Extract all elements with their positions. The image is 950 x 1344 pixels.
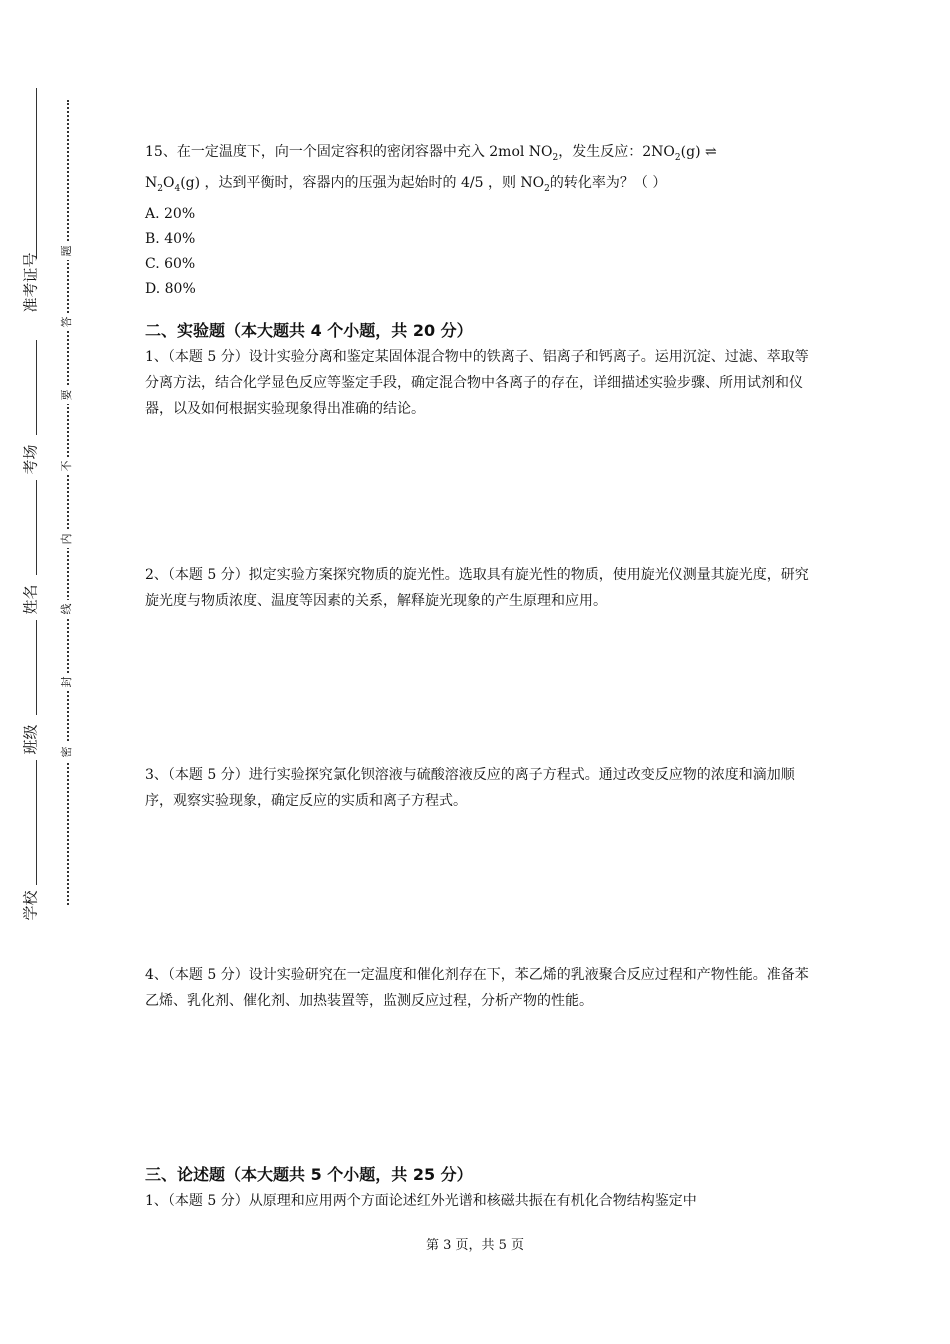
seal-char: 封	[61, 673, 73, 691]
seal-char: 题	[61, 242, 73, 260]
q15-text: ，发生反应：2NO	[558, 144, 675, 160]
section-2-title: 二、实验题（本大题共 4 个小题，共 20 分）	[145, 320, 473, 340]
section-3-question-1: 1、（本题 5 分）从原理和应用两个方面论述红外光谱和核磁共振在有机化合物结构鉴定中	[145, 1192, 697, 1209]
subscript: 2	[552, 152, 559, 163]
q15-text: 的转化率为？（ ）	[549, 174, 667, 191]
q15-text: 15、在一定温度下，向一个固定容积的密闭容器中充入 2mol NO	[145, 144, 553, 160]
section-2-question-4: 4、（本题 5 分）设计实验研究在一定温度和催化剂存在下，苯乙烯的乳液聚合反应过程和产物性能。准备苯乙烯、乳化剂、催化剂、加热装置等，监测反应过程，分析产物的性能。	[145, 966, 809, 1009]
field-line	[36, 340, 37, 435]
option-a: A. 20%	[145, 205, 196, 222]
seal-char: 要	[61, 386, 73, 404]
seal-line	[67, 100, 69, 905]
field-label-school: 学校	[21, 890, 40, 921]
subscript: 2	[157, 183, 163, 194]
section-2-question-3: 3、（本题 5 分）进行实验探究氯化钡溶液与硫酸溶液反应的离子方程式。通过改变反应物的浓度和滴加顺序，观察实验现象，确定反应的实质和离子方程式。	[145, 766, 795, 809]
seal-char: 线	[61, 600, 73, 618]
page-footer: 第 3 页，共 5 页	[425, 1238, 525, 1253]
field-label-name: 姓名	[21, 584, 40, 615]
option-c: C. 60%	[145, 255, 196, 272]
field-label-exam-room: 考场	[21, 444, 40, 475]
q15-text: (g) ，达到平衡时，容器内的压强为起始时的 4/5 ，则 NO	[180, 174, 545, 191]
seal-char: 答	[61, 313, 73, 331]
field-label-class: 班级	[21, 724, 40, 755]
seal-char: 密	[61, 743, 73, 761]
seal-char: 不	[61, 457, 73, 475]
q15-text: N	[145, 174, 158, 191]
subscript: 2	[544, 183, 550, 194]
section-2-question-1: 1、（本题 5 分）设计实验分离和鉴定某固体混合物中的铁离子、铝离子和钙离子。运用沉淀、过滤、萃取等分离方法，结合化学显色反应等鉴定手段，确定混合物中各离子的存在，详细描述实验步骤、所用试剂和仪器，以及如何根据实验现象得出准确的结论。	[145, 348, 809, 417]
field-line	[36, 760, 37, 885]
field-line	[36, 480, 37, 575]
field-label-ticket-number: 准考证号	[21, 252, 40, 313]
binding-margin	[0, 0, 90, 1344]
page-content	[145, 140, 815, 1214]
question-15	[145, 140, 815, 202]
subscript: 2	[674, 152, 681, 163]
section-2-question-2: 2、（本题 5 分）拟定实验方案探究物质的旋光性。选取具有旋光性的物质，使用旋光仪测量其旋光度，研究旋光度与物质浓度、温度等因素的关系，解释旋光现象的产生原理和应用。	[145, 566, 809, 609]
option-d: D. 80%	[145, 280, 196, 297]
q15-text: (g) ⇌	[680, 144, 717, 160]
q15-text: O	[162, 174, 175, 191]
seal-char: 内	[61, 530, 73, 548]
option-b: B. 40%	[145, 230, 196, 247]
subscript: 4	[174, 183, 181, 194]
field-line	[36, 620, 37, 715]
section-3-title: 三、论述题（本大题共 5 个小题，共 25 分）	[145, 1164, 473, 1184]
field-line	[36, 88, 37, 258]
